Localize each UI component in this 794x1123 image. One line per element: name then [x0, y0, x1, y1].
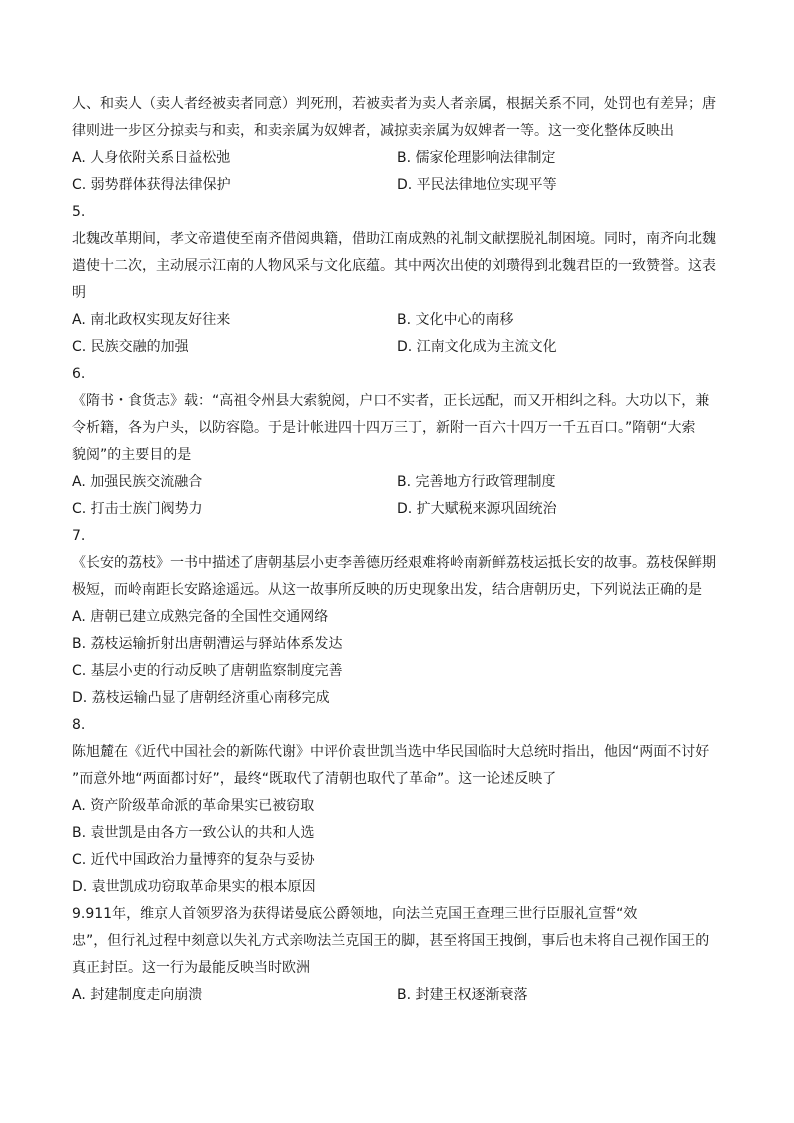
question-stem-line: 遣使十二次，主动展示江南的人物风采与文化底蕴。其中两次出使的刘瓒得到北魏君臣的一致赞誉。这表 — [72, 258, 716, 274]
question-8 — [72, 712, 724, 901]
option-row — [72, 172, 724, 199]
question-number: 6. — [72, 366, 86, 382]
option-c[interactable]: C. 弱势群体获得法律保护 — [72, 177, 231, 193]
question-stem-line: 《隋书・食货志》载：“高祖令州县大索貌阅，户口不实者，正长远配，而又开相纠之科。大功以下，兼 — [72, 393, 710, 409]
exam-page — [72, 91, 724, 1009]
option-d[interactable]: D. 袁世凯成功窃取革命果实的根本原因 — [72, 879, 316, 895]
question-stem-line: 北魏改革期间，孝文帝遣使至南齐借阅典籍，借助江南成熟的礼制文献摆脱礼制困境。同时，南齐向北魏 — [72, 231, 716, 247]
option-b[interactable]: B. 袁世凯是由各方一致公认的共和人选 — [72, 825, 315, 841]
option-a[interactable]: A. 人身依附关系日益松弛 — [72, 150, 231, 166]
option-row — [72, 145, 724, 172]
option-c[interactable]: C. 打击士族门阀势力 — [72, 501, 203, 517]
question-stem-line: 人、和卖人（卖人者经被卖者同意）判死刑，若被卖者为卖人者亲属，根据关系不同，处罚也有差异；唐 — [72, 96, 716, 112]
option-b[interactable]: B. 儒家伦理影响法律制定 — [397, 150, 556, 166]
question-stem-line: 陈旭麓在《近代中国社会的新陈代谢》中评价袁世凯当选中华民国临时大总统时指出，他因“两面不讨好 — [72, 744, 710, 760]
option-a[interactable]: A. 加强民族交流融合 — [72, 474, 203, 490]
option-c[interactable]: C. 近代中国政治力量博弈的复杂与妥协 — [72, 852, 315, 868]
question-7 — [72, 523, 724, 712]
question-stem-line: 令析籍，各为户头，以防容隐。于是计帐进四十四万三丁，新附一百六十四万一千五百口。”隋朝“大索 — [72, 420, 696, 436]
option-row — [72, 334, 724, 361]
question-5 — [72, 199, 724, 361]
option-d[interactable]: D. 荔枝运输凸显了唐朝经济重心南移完成 — [72, 690, 330, 706]
question-stem-line: 9.911年，维京人首领罗洛为获得诺曼底公爵领地，向法兰克国王查理三世行臣服礼宣誓“效 — [72, 906, 638, 922]
option-row — [72, 982, 724, 1009]
question-number: 5. — [72, 204, 86, 220]
option-b[interactable]: B. 文化中心的南移 — [397, 312, 514, 328]
option-row — [72, 307, 724, 334]
question-stem-line: ”而意外地“两面都讨好”，最终“既取代了清朝也取代了革命”。这一论述反映了 — [72, 771, 557, 787]
question-stem-line: 忠”，但行礼过程中刻意以失礼方式亲吻法兰克国王的脚，甚至将国王拽倒，事后也未将自己视作国王的 — [72, 933, 710, 949]
option-d[interactable]: D. 江南文化成为主流文化 — [397, 339, 557, 355]
question-9 — [72, 901, 724, 1009]
question-stem-line: 《长安的荔枝》一书中描述了唐朝基层小吏李善德历经艰难将岭南新鲜荔枝运抵长安的故事。荔枝保鲜期 — [72, 555, 716, 571]
option-a[interactable]: A. 唐朝已建立成熟完备的全国性交通网络 — [72, 609, 329, 625]
option-row — [72, 469, 724, 496]
question-stem-line: 真正封臣。这一行为最能反映当时欧洲 — [72, 960, 310, 976]
option-a[interactable]: A. 南北政权实现友好往来 — [72, 312, 231, 328]
option-a[interactable]: A. 资产阶级革命派的革命果实已被窃取 — [72, 798, 315, 814]
option-b[interactable]: B. 荔枝运输折射出唐朝漕运与驿站体系发达 — [72, 636, 343, 652]
question-6 — [72, 361, 724, 523]
question-stem-line: 貌阅”的主要目的是 — [72, 447, 192, 463]
option-d[interactable]: D. 扩大赋税来源巩固统治 — [397, 501, 557, 517]
question-4 — [72, 91, 724, 199]
question-stem-line: 明 — [72, 285, 86, 301]
option-b[interactable]: B. 封建王权逐渐衰落 — [397, 987, 528, 1003]
question-number: 8. — [72, 717, 86, 733]
option-row — [72, 496, 724, 523]
option-c[interactable]: C. 基层小吏的行动反映了唐朝监察制度完善 — [72, 663, 343, 679]
option-d[interactable]: D. 平民法律地位实现平等 — [397, 177, 557, 193]
option-b[interactable]: B. 完善地方行政管理制度 — [397, 474, 556, 490]
option-a[interactable]: A. 封建制度走向崩溃 — [72, 987, 203, 1003]
question-stem-line: 律则进一步区分掠卖与和卖，和卖亲属为奴婢者，减掠卖亲属为奴婢者一等。这一变化整体反映出 — [72, 123, 674, 139]
option-c[interactable]: C. 民族交融的加强 — [72, 339, 189, 355]
question-stem-line: 极短，而岭南距长安路途遥远。从这一故事所反映的历史现象出发，结合唐朝历史，下列说法正确的是 — [72, 582, 702, 598]
question-number: 7. — [72, 528, 86, 544]
